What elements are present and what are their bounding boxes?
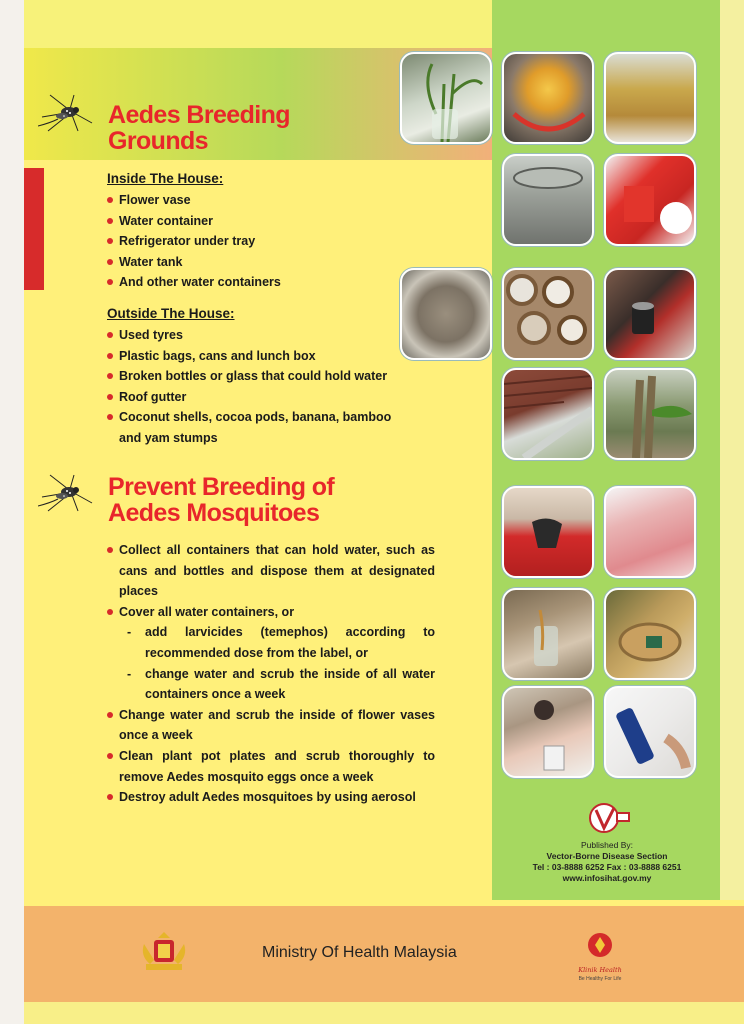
inside-list <box>107 190 281 293</box>
red-accent-bar <box>24 168 44 290</box>
breeding-title-line2: Grounds <box>108 127 208 155</box>
prevent-title <box>108 474 368 526</box>
prevent-item: Destroy adult Aedes mosquitoes by using aerosol <box>107 787 435 808</box>
prevent-item: Change water and scrub the inside of flower vases once a week <box>107 705 435 746</box>
photo-flower-vase <box>400 52 492 144</box>
prevent-item <box>107 602 435 705</box>
photo-fridge-tray <box>604 52 696 144</box>
breeding-title <box>108 102 328 154</box>
publisher-contact: Tel : 03-8888 6252 Fax : 03-8888 6251 <box>532 862 682 872</box>
poster <box>24 0 744 1024</box>
clinic-tagline: Be Healthy For Life <box>578 976 622 982</box>
prevent-title-line1: Prevent Breeding of <box>108 473 335 501</box>
prevent-item: Collect all containers that can hold water, such as cans and bottles and dispose them at designated places <box>107 540 435 602</box>
photo-roof-gutter <box>502 368 594 460</box>
photo-water-tank <box>400 268 492 360</box>
photo-banana-stump <box>604 368 696 460</box>
list-item: Plastic bags, cans and lunch box <box>107 346 407 367</box>
list-item: Broken bottles or glass that could hold water <box>107 366 407 387</box>
list-item: Water container <box>107 211 281 232</box>
publisher-name: Vector-Borne Disease Section <box>546 851 668 861</box>
outside-heading: Outside The House: <box>107 306 235 321</box>
breeding-title-line1: Aedes Breeding <box>108 101 290 129</box>
photo-scrub-vase <box>502 588 594 680</box>
mosquito-icon <box>38 93 94 133</box>
prevent-title-line2: Aedes Mosquitoes <box>108 499 320 527</box>
inside-heading: Inside The House: <box>107 171 224 186</box>
photo-bucket <box>502 52 594 144</box>
prevent-item-text: Cover all water containers, or <box>119 604 295 619</box>
coat-of-arms-icon <box>136 930 192 974</box>
mosquito-icon <box>38 473 94 513</box>
list-item: Coconut shells, cocoa pods, banana, bamboo and yam stumps <box>107 407 407 448</box>
photo-larvicide-applying <box>502 686 594 778</box>
clinic-logo-text: Klinik Health <box>578 966 622 974</box>
right-edge-strip <box>720 0 744 900</box>
prevent-item: Clean plant pot plates and scrub thoroughly to remove Aedes mosquito eggs once a week <box>107 746 435 787</box>
publisher-badge-icon <box>584 800 634 836</box>
publisher-info <box>502 840 712 884</box>
photo-larvicide-water <box>604 486 696 578</box>
list-item: Refrigerator under tray <box>107 231 281 252</box>
list-item: Used tyres <box>107 325 407 346</box>
photo-coconut-shells <box>502 268 594 360</box>
list-item: Roof gutter <box>107 387 407 408</box>
list-item: Water tank <box>107 252 281 273</box>
publisher-website: www.infosihat.gov.my <box>562 873 652 883</box>
publisher-label: Published By: <box>581 840 633 850</box>
photo-cans-bottles <box>604 268 696 360</box>
prevent-list <box>107 540 435 808</box>
outside-list <box>107 325 407 449</box>
photo-water-container <box>502 154 594 246</box>
photo-aerosol-spray <box>604 686 696 778</box>
photo-red-containers <box>604 154 696 246</box>
photo-bucket-disposal <box>502 486 594 578</box>
list-item: And other water containers <box>107 272 281 293</box>
list-item: Flower vase <box>107 190 281 211</box>
prevent-sublist <box>119 622 435 704</box>
prevent-subitem: - change water and scrub the inside of all water containers once a week <box>119 664 435 705</box>
prevent-subitem: - add larvicides (temephos) according to recommended dose from the label, or <box>119 622 435 663</box>
footer-strip <box>24 1002 744 1024</box>
ministry-name: Ministry Of Health Malaysia <box>262 944 457 961</box>
photo-scrub-pot-plate <box>604 588 696 680</box>
